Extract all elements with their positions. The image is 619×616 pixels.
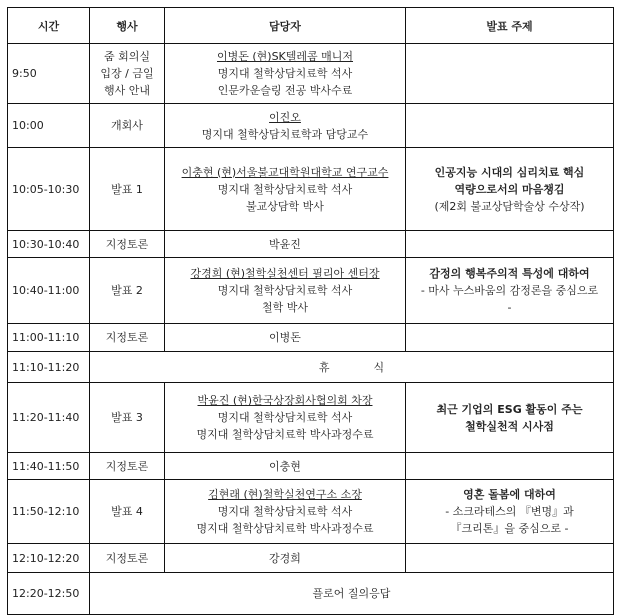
event-cell <box>90 104 165 148</box>
time-cell: 10:30-10:40 <box>8 231 90 258</box>
person-cell <box>165 104 406 148</box>
topic-cell <box>406 104 614 148</box>
person-line: 김현래 (현)철학실천연구소 소장 <box>208 488 362 501</box>
person-line: 이충현 <box>269 459 301 473</box>
table-row <box>8 324 614 352</box>
event-cell <box>90 544 165 573</box>
topic-line: - <box>507 301 512 314</box>
time-cell: 9:50 <box>8 44 90 104</box>
person-cell <box>165 324 406 352</box>
event-line: 줌 회의실 <box>103 50 150 63</box>
topic-line: 철학실천적 시사점 <box>465 419 554 433</box>
person-line: 명지대 철학상담치료학 석사 <box>217 411 353 424</box>
person-line: 이충현 (현)서울불교대학원대학교 연구교수 <box>181 165 389 179</box>
topic-line: 인공지능 시대의 심리치료 핵심 <box>434 165 585 179</box>
topic-line: - 소크라테스의 『변명』과 <box>445 505 574 518</box>
time-cell: 11:10-11:20 <box>8 352 90 383</box>
topic-cell <box>406 324 614 352</box>
event-line: 지정토론 <box>105 331 149 344</box>
header-time: 시간 <box>8 8 90 44</box>
event-line: 지정토론 <box>105 459 149 473</box>
header-event: 행사 <box>90 8 165 44</box>
person-line: 이진오 <box>269 110 301 124</box>
event-cell <box>90 231 165 258</box>
time-cell: 10:05-10:30 <box>8 148 90 231</box>
topic-line: 『크리톤』을 중심으로 - <box>450 522 569 535</box>
merged-cell: 휴 식 <box>90 352 614 383</box>
table-row <box>8 44 614 104</box>
person-line: 인문카운슬링 전공 박사수료 <box>217 84 353 97</box>
table-row <box>8 480 614 544</box>
person-cell <box>165 44 406 104</box>
topic-cell <box>406 480 614 544</box>
event-line: 발표 1 <box>111 182 143 196</box>
event-cell <box>90 44 165 104</box>
time-cell: 11:40-11:50 <box>8 453 90 480</box>
event-cell <box>90 148 165 231</box>
header-topic: 발표 주제 <box>406 8 614 44</box>
event-line: 발표 3 <box>111 411 143 424</box>
event-line: 지정토론 <box>105 237 149 251</box>
event-line: 발표 4 <box>111 505 143 518</box>
person-cell <box>165 453 406 480</box>
person-line: 명지대 철학상담치료학 석사 <box>217 284 353 297</box>
time-cell: 11:50-12:10 <box>8 480 90 544</box>
person-line: 이병돈 (현)SK텔레콤 매니저 <box>216 50 354 63</box>
program-schedule-table <box>7 7 614 615</box>
event-line: 개회사 <box>111 119 143 132</box>
topic-cell <box>406 453 614 480</box>
event-cell <box>90 383 165 453</box>
topic-cell <box>406 148 614 231</box>
topic-cell <box>406 231 614 258</box>
table-row <box>8 383 614 453</box>
event-cell <box>90 258 165 324</box>
table-row <box>8 352 614 383</box>
person-line: 이병돈 <box>269 331 301 344</box>
table-row <box>8 258 614 324</box>
event-cell <box>90 324 165 352</box>
person-line: 박윤진 <box>269 237 301 251</box>
person-line: 철학 박사 <box>261 301 308 314</box>
topic-line: 영혼 돌봄에 대하여 <box>463 488 556 501</box>
person-cell <box>165 231 406 258</box>
person-line: 강경희 <box>269 551 301 565</box>
person-cell <box>165 480 406 544</box>
person-line: 명지대 철학상담치료학 석사 <box>217 182 353 196</box>
person-line: 명지대 철학상담치료학과 담당교수 <box>201 127 369 141</box>
person-line: 박윤진 (현)한국상장회사협의회 차장 <box>197 394 373 407</box>
topic-cell <box>406 44 614 104</box>
topic-cell <box>406 258 614 324</box>
person-cell <box>165 258 406 324</box>
event-line: 입장 / 금일 <box>100 67 154 80</box>
topic-line: 역량으로서의 마음챙김 <box>454 182 565 196</box>
merged-cell: 플로어 질의응답 <box>90 573 614 615</box>
time-cell: 12:20-12:50 <box>8 573 90 615</box>
header-person: 담당자 <box>165 8 406 44</box>
topic-cell <box>406 544 614 573</box>
topic-line: (제2회 불교상담학술상 수상작) <box>434 199 585 213</box>
table-row <box>8 231 614 258</box>
person-cell <box>165 544 406 573</box>
time-cell: 10:40-11:00 <box>8 258 90 324</box>
event-line: 행사 안내 <box>103 84 150 97</box>
time-cell: 11:00-11:10 <box>8 324 90 352</box>
table-row <box>8 148 614 231</box>
topic-cell <box>406 383 614 453</box>
topic-line: 최근 기업의 ESG 활동이 주는 <box>436 402 583 416</box>
person-line: 명지대 철학상담치료학 석사 <box>217 67 353 80</box>
person-line: 불교상담학 박사 <box>246 199 324 213</box>
table-row <box>8 544 614 573</box>
time-cell: 12:10-12:20 <box>8 544 90 573</box>
person-cell <box>165 148 406 231</box>
person-cell <box>165 383 406 453</box>
event-line: 지정토론 <box>105 551 149 565</box>
person-line: 강경희 (현)철학실천센터 필리아 센터장 <box>190 267 380 280</box>
time-cell: 11:20-11:40 <box>8 383 90 453</box>
topic-line: - 마사 누스바움의 감정론을 중심으로 <box>420 284 599 297</box>
person-line: 명지대 철학상담치료학 박사과정수료 <box>196 522 374 535</box>
event-line: 발표 2 <box>111 284 143 297</box>
person-line: 명지대 철학상담치료학 석사 <box>217 505 353 518</box>
event-cell <box>90 480 165 544</box>
event-cell <box>90 453 165 480</box>
topic-line: 감정의 행복주의적 특성에 대하여 <box>429 267 590 280</box>
time-cell: 10:00 <box>8 104 90 148</box>
header-row <box>8 8 614 44</box>
person-line: 명지대 철학상담치료학 박사과정수료 <box>196 428 374 441</box>
table-row <box>8 104 614 148</box>
table-row <box>8 453 614 480</box>
table-row <box>8 573 614 615</box>
